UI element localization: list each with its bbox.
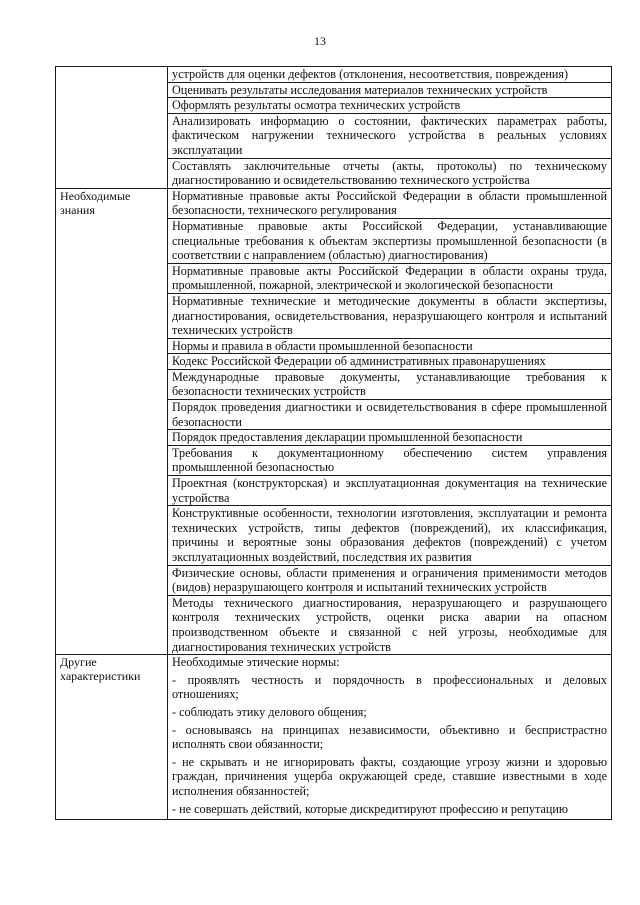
cell-text: Международные правовые документы, устанавливающие требования к безопасности технических устройств (172, 369, 607, 399)
requirements-table (55, 66, 612, 820)
table-cell (168, 655, 612, 820)
knowledge-label: Необходимые знания (56, 188, 168, 654)
table-cell (168, 293, 612, 338)
table-row (56, 67, 612, 83)
cell-text: Проектная (конструкторская) и эксплуатационная документация на технические устройства (172, 476, 607, 505)
table-cell (168, 369, 612, 399)
ethics-item: - проявлять честность и порядочность в профессиональных и деловых отношениях; (172, 672, 607, 702)
table-cell (168, 400, 612, 430)
table-cell (168, 113, 612, 158)
page-number: 13 (314, 34, 326, 48)
table-cell (168, 98, 612, 114)
ethics-heading: Необходимые этические нормы: (172, 655, 340, 670)
cell-text: Физические основы, области применения и ограничения применимости методов (видов) неразрушающего контроля и испытаний технических устройств (172, 565, 607, 595)
cell-text: Нормативные технические и методические документы в области экспертизы, диагностирования, освидетельствования, неразрушающего контроля и испытаний технических устройств (172, 293, 607, 338)
table-cell (168, 565, 612, 595)
cell-text: Нормы и правила в области промышленной безопасности (172, 338, 473, 353)
table-cell (168, 338, 612, 354)
cell-text: Порядок предоставления декларации промышленной безопасности (172, 430, 523, 445)
table-cell (168, 158, 612, 188)
cell-text: Порядок проведения диагностики и освидетельствования в сфере промышленной безопасности (172, 400, 607, 429)
other-label: Другие характеристики (56, 655, 168, 820)
cell-text: Нормативные правовые акты Российской Федерации в области охраны труда, промышленной, пожарной, электрической и экологической безопасности (172, 263, 607, 293)
cell-text: Конструктивные особенности, технологии изготовления, эксплуатации и ремонта технических устройств, типы дефектов (повреждений), их классификация, причины и вероятные зоны образования дефектов (повреждений) с учетом эксплуатационных воздействий, последствия их развития (172, 506, 607, 564)
cell-text: устройств для оценки дефектов (отклонения, несоответствия, повреждения) (172, 67, 569, 81)
table-cell (168, 188, 612, 218)
table-cell (168, 218, 612, 263)
table-cell (168, 354, 612, 370)
cell-text: Нормативные правовые акты Российской Федерации в области промышленной безопасности, технического регулирования (172, 188, 607, 218)
cell-text: Требования к документационному обеспечению систем управления промышленной безопасностью (172, 445, 607, 475)
table-cell (168, 67, 612, 83)
cell-text: Анализировать информацию о состоянии, фактических параметрах работы, фактическом нагружении технического устройства в реальных условиях эксплуатации (172, 113, 607, 157)
table-row (56, 655, 612, 820)
cell-text: Методы технического диагностирования, неразрушающего и разрушающего контроля технических устройств, оценки риска аварии на опасном производственном объекте и связанной с ней угрозы, необходимые для диагностирования технических устройств (172, 595, 607, 654)
cell-text: Оценивать результаты исследования материалов технических устройств (172, 82, 548, 97)
ethics-item: - соблюдать этику делового общения; (172, 704, 367, 719)
table-cell (168, 595, 612, 654)
ethics-item: - не совершать действий, которые дискредитируют профессию и репутацию (172, 801, 569, 816)
cell-text: Оформлять результаты осмотра технических устройств (172, 98, 461, 113)
cell-text: Нормативные правовые акты Российской Федерации, устанавливающие специальные требования к объектам экспертизы промышленной безопасности (в соответствии с направлением (областью) диагностирования) (172, 218, 607, 263)
table-cell (168, 430, 612, 446)
table-cell (168, 445, 612, 475)
table-cell (168, 476, 612, 506)
table-row (56, 188, 612, 218)
skills-label (56, 67, 168, 189)
ethics-item: - основываясь на принципах независимости, объективно и беспристрастно исполнять свои обязанности; (172, 722, 607, 752)
ethics-item: - не скрывать и не игнорировать факты, создающие угрозу жизни и здоровью граждан, причинения ущерба окружающей среде, ставшие известными в ходе исполнения обязанностей; (172, 754, 607, 798)
cell-text: Составлять заключительные отчеты (акты, протоколы) по техническому диагностированию и освидетельствованию технического устройства (172, 158, 607, 188)
table-cell (168, 506, 612, 565)
table-cell (168, 82, 612, 98)
table-cell (168, 263, 612, 293)
cell-text: Кодекс Российской Федерации об административных правонарушениях (172, 354, 546, 369)
